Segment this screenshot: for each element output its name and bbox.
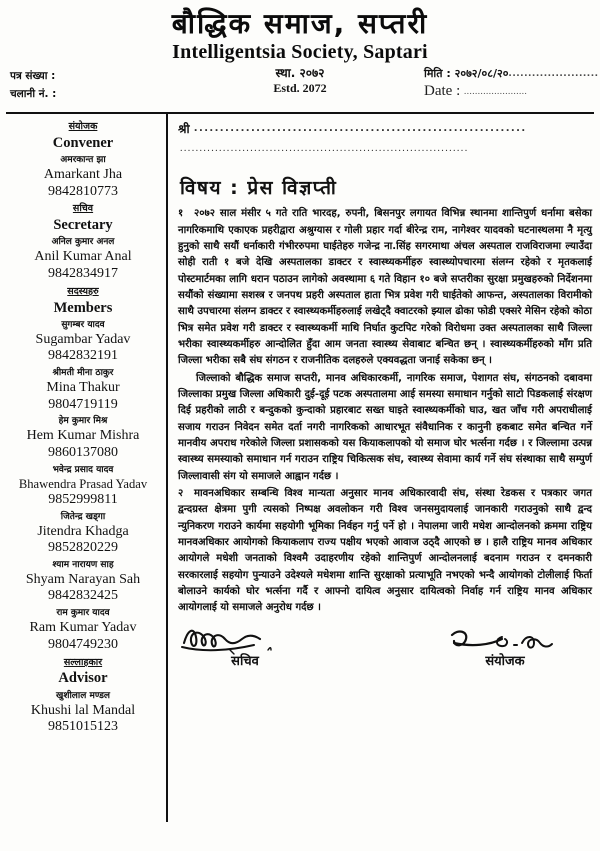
body-paragraph-2 [178, 371, 592, 485]
person-entry [4, 415, 162, 461]
body-paragraph-1 [178, 206, 592, 369]
letterhead-meta-row [0, 66, 600, 112]
paragraph-text: मावनअधिकार सम्बन्धि विश्व मान्यता अनुसार मानव अधिकारवादी संघ, संस्था रेडकस र पत्रकार जगत द्वन्दग्रस्त क्षेत्रमा पुगी त्यसको निष्पक्ष अवलोकन गरी विश्व जनसमुदायलाई जानकारी गराउनुको साथै द्वन्द न्युनिकरण गराउने कार्यमा सहयोगी भूमिका निर्वहन गर्नु पर्ने हो । नेपालमा जारी मधेश आन्दोलनको क्रममा राष्ट्रिय मानवअधिकार आयोगको कियाकलाप राज्य पक्षीय भएको आवाज उठ्दै आएको छ । हालै राष्ट्रिय मानव अधिकार आयोगले मधेशी जनताको विश्वमै उदाहरणीय रहेको शान्तिपुर्ण आन्दोलनलाई बदनाम गराउन र दमनकारी सरकारलाई सहयोग पुन्याउने उदेश्यले मधेशमा शान्ति सुरक्षाको प्रत्याभूति नभएको भन्दै आयोगको टोलीलाई फिर्ता बोलाउने कार्यको घोर भर्त्सना गर्दै र आफ्नो दायित्व अनुसार दायित्वको निर्वाह गर्न राष्ट्रिय मानव अधिकार आयोगलाई यो समाजले अनुरोध गर्दछ । [178, 488, 592, 614]
person-name-english: Jitendra Khadga [37, 523, 129, 539]
document-body [0, 114, 600, 822]
person-name-nepali: श्याम नारायण साह [52, 559, 114, 570]
role-label-english: Advisor [58, 670, 108, 687]
person-name-english: Hem Kumar Mishra [26, 428, 140, 444]
signature-area [178, 621, 592, 713]
paragraph-number: १ [178, 208, 184, 220]
date-label: Date : [424, 83, 461, 100]
person-entry [4, 236, 162, 282]
person-name-nepali: जितेन्द्र खड्गा [60, 511, 106, 522]
person-name-nepali: भवेन्द्र प्रसाद यादव [52, 464, 114, 475]
person-name-nepali: अनिल कुमार अनल [51, 237, 115, 248]
signature-block-convener [440, 623, 570, 669]
subject-line: विषय : प्रेस विज्ञप्ती [180, 177, 338, 200]
sidebar-section-convener [4, 121, 162, 200]
established-nepali: स्था. २०७२ [275, 66, 325, 81]
person-phone: 9851015123 [48, 719, 118, 735]
convener-signature-label: संयोजक [485, 653, 525, 669]
person-name-english: Mina Thakur [46, 380, 120, 396]
role-label-english: Members [53, 299, 113, 316]
recipient-dotted-blank: ................................................................ [193, 123, 527, 135]
person-entry [4, 367, 162, 413]
person-phone: 9804719119 [48, 396, 118, 412]
person-phone: 9842832425 [48, 588, 118, 604]
officers-sidebar [0, 114, 168, 822]
person-name-english: Ram Kumar Yadav [29, 620, 137, 636]
miti-dots: ....................... [508, 69, 599, 80]
date-dots: ....................... [463, 86, 528, 97]
person-entry [4, 319, 162, 365]
paragraph-text: २०७२ साल मंसीर ५ गते राति भारदह, रुपनी, बिसनपुर लगायत विभिन्न स्थानमा शान्तिपुर्ण धर्नामा बसेका नागरिकमाथि एकाएक प्रहरीद्वारा अश्रुग्यास र गोली प्रहार गर्दा बीरेन्द्र राम, नागेश्वर यादवको घटनास्थलमा नै मृत्यु हुनुको साथै सयौं धर्नाकारी गंभीररुपमा घाईतेहरु गजेन्द्र ना.सिंह सगरमाथा अंचल अस्पताल राजविराजमा ल्याउँदा सोही राती १ बजे देखि अस्पतालका डाक्टर र स्वास्थ्यकर्मीहरु स्वास्थ्योपचारमा संलग्न रहेको र मृतकलाई पोस्टमार्टमका लागि धरान पठाउन लागेको अवस्थामा ६ गते विहान १० बजे सप्तरीका सुरक्षा प्रमुखहरुको निर्देशनमा सयौंको संख्यामा सशस्त्र र जनपथ प्रहरी अस्पताल हाता भित्र प्रवेश गरी घाईतेको आफन्त, अस्पतालका विरामीको साथै उपचारमा संलग्न डाक्टर र स्वास्थ्यकर्मीहरुलाई लखेट्दै क्वाटरको झ्याल ढोका फोडी एक्सरे मेसिन रहेको कोठा भित्र समेत प्रवेश गरी डाक्टर र स्वास्थ्यकर्मी माथि निर्घात कुटपिट गरेको विरोधमा उक्त अस्पतालका साथै जिल्ला भरीका स्वास्थ्यकर्मीहरु आन्दोलित हुँदा आम जनता स्वास्थ्य सेवाबाट बन्चित छन् । स्वास्थ्यकर्मीहरुको माँग प्रति जिल्ला भरीका सबै संघ संगठन र राजनीतिक दलहरुले एक्यवद्धता जनाई सकेका छन् । [178, 208, 592, 367]
letter-number-label: पत्र संख्या : [10, 70, 56, 83]
role-label-nepali: सदस्यहरु [67, 285, 99, 297]
organization-name-english: Intelligentsia Society, Saptari [172, 41, 428, 64]
paragraph-number: २ [178, 488, 184, 500]
secretary-signature-mark [180, 623, 310, 657]
miti-label: मिति : [424, 67, 451, 81]
person-name-english: Khushi lal Mandal [30, 702, 136, 718]
person-name-nepali: सुगम्बर यादव [61, 319, 105, 330]
sidebar-section-secretary [4, 203, 162, 282]
person-name-nepali: श्रीमती मीना ठाकुर [52, 368, 114, 379]
person-name-nepali: हेम कुमार मिश्र [58, 416, 108, 427]
person-phone: 9860137080 [48, 445, 118, 460]
miti-line [424, 66, 599, 81]
role-label-english: Convener [52, 135, 114, 151]
person-entry [4, 690, 162, 736]
recipient-line [178, 120, 592, 137]
paragraph-text: जिल्लाको बौद्धिक समाज सप्तरी, मानव अधिकारकर्मी, नागरिक समाज, पेशागत संघ, संगठनको दबावमा जिल्लाका प्रमुख जिल्ला अधिकारी दुई-दूई पटक अस्पतालमा आई समस्या समाधान गर्नुको साटो पिडकलाई संरक्षण दिई प्रहरीको लाठी र बन्दुकको कुन्दाको प्रहारबाट सख्त घाइते स्वास्थ्यकर्मीको घाउ, खत जाँच गरी अपराधीलाई सजाय गराउन निवेदन समेत दर्ता नगरी नागरिकको आधारभूत संवैधानिक र कानुनी हकबाट समेत बन्चित गर्ने मानवीय अपराध गरेकोले जिल्ला प्रशासकको यस कियाकलापको यो समाज घोर भर्त्सना गर्दछ । र जिल्लामा उत्पन्न स्वास्थ्य समस्याको समाधान गर्न गराउन राष्ट्रिय चिकित्सक संघ, स्वास्थ्य सेवामा कार्य गर्ने संघ संस्थाका साथै सम्पुर्ण जिल्लावासी संग यो समाजले आह्वान गर्दछ । [178, 372, 592, 482]
date-line [424, 83, 592, 100]
person-name-nepali: खुशीलाल मण्डल [55, 690, 111, 701]
person-name-nepali: राम कुमार यादव [56, 608, 110, 619]
body-paragraph-3 [178, 486, 592, 617]
person-name-english: Bhawendra Prasad Yadav [18, 476, 148, 491]
person-phone: 9842810773 [48, 183, 118, 199]
recipient-address-dotted-blank: .......................................................................... [180, 143, 469, 155]
secretary-signature-label: सचिव [231, 653, 259, 669]
person-name-english: Sugambar Yadav [35, 331, 131, 347]
letterhead-header [0, 0, 600, 112]
convener-signature-mark [440, 623, 570, 657]
person-entry [4, 607, 162, 653]
sidebar-section-advisor [4, 657, 162, 736]
sidebar-section-members [4, 286, 162, 654]
person-name-english: Anil Kumar Anal [34, 249, 132, 265]
person-name-nepali: अमरकान्त झा [60, 155, 106, 166]
role-label-english: Secretary [53, 217, 113, 234]
person-phone: 9852999811 [48, 491, 118, 507]
date-block [424, 66, 599, 100]
person-name-english: Amarkant Jha [43, 167, 123, 183]
dispatch-number-label: चलानी नं. : [10, 87, 57, 100]
established-english: Estd. 2072 [273, 80, 327, 95]
person-phone: 9852820229 [48, 540, 118, 556]
miti-value: २०७२/०८/२० [454, 67, 509, 81]
person-name-english: Shyam Narayan Sah [25, 571, 141, 587]
person-entry [4, 464, 162, 509]
organization-name-nepali: बौद्धिक समाज, सप्तरी [171, 7, 429, 40]
person-phone: 9842834917 [48, 265, 118, 281]
person-entry [4, 154, 162, 200]
role-label-nepali: संयोजक [68, 121, 98, 133]
role-label-nepali: सल्लाहकार [63, 656, 103, 668]
person-entry [4, 511, 162, 557]
person-entry [4, 559, 162, 605]
person-phone: 9842832191 [48, 348, 118, 364]
letter-main-column [168, 114, 600, 822]
role-label-nepali: सचिव [72, 203, 94, 215]
person-phone: 9804749230 [48, 636, 118, 652]
signature-block-secretary [180, 623, 310, 669]
recipient-honorific: श्री [178, 122, 190, 137]
